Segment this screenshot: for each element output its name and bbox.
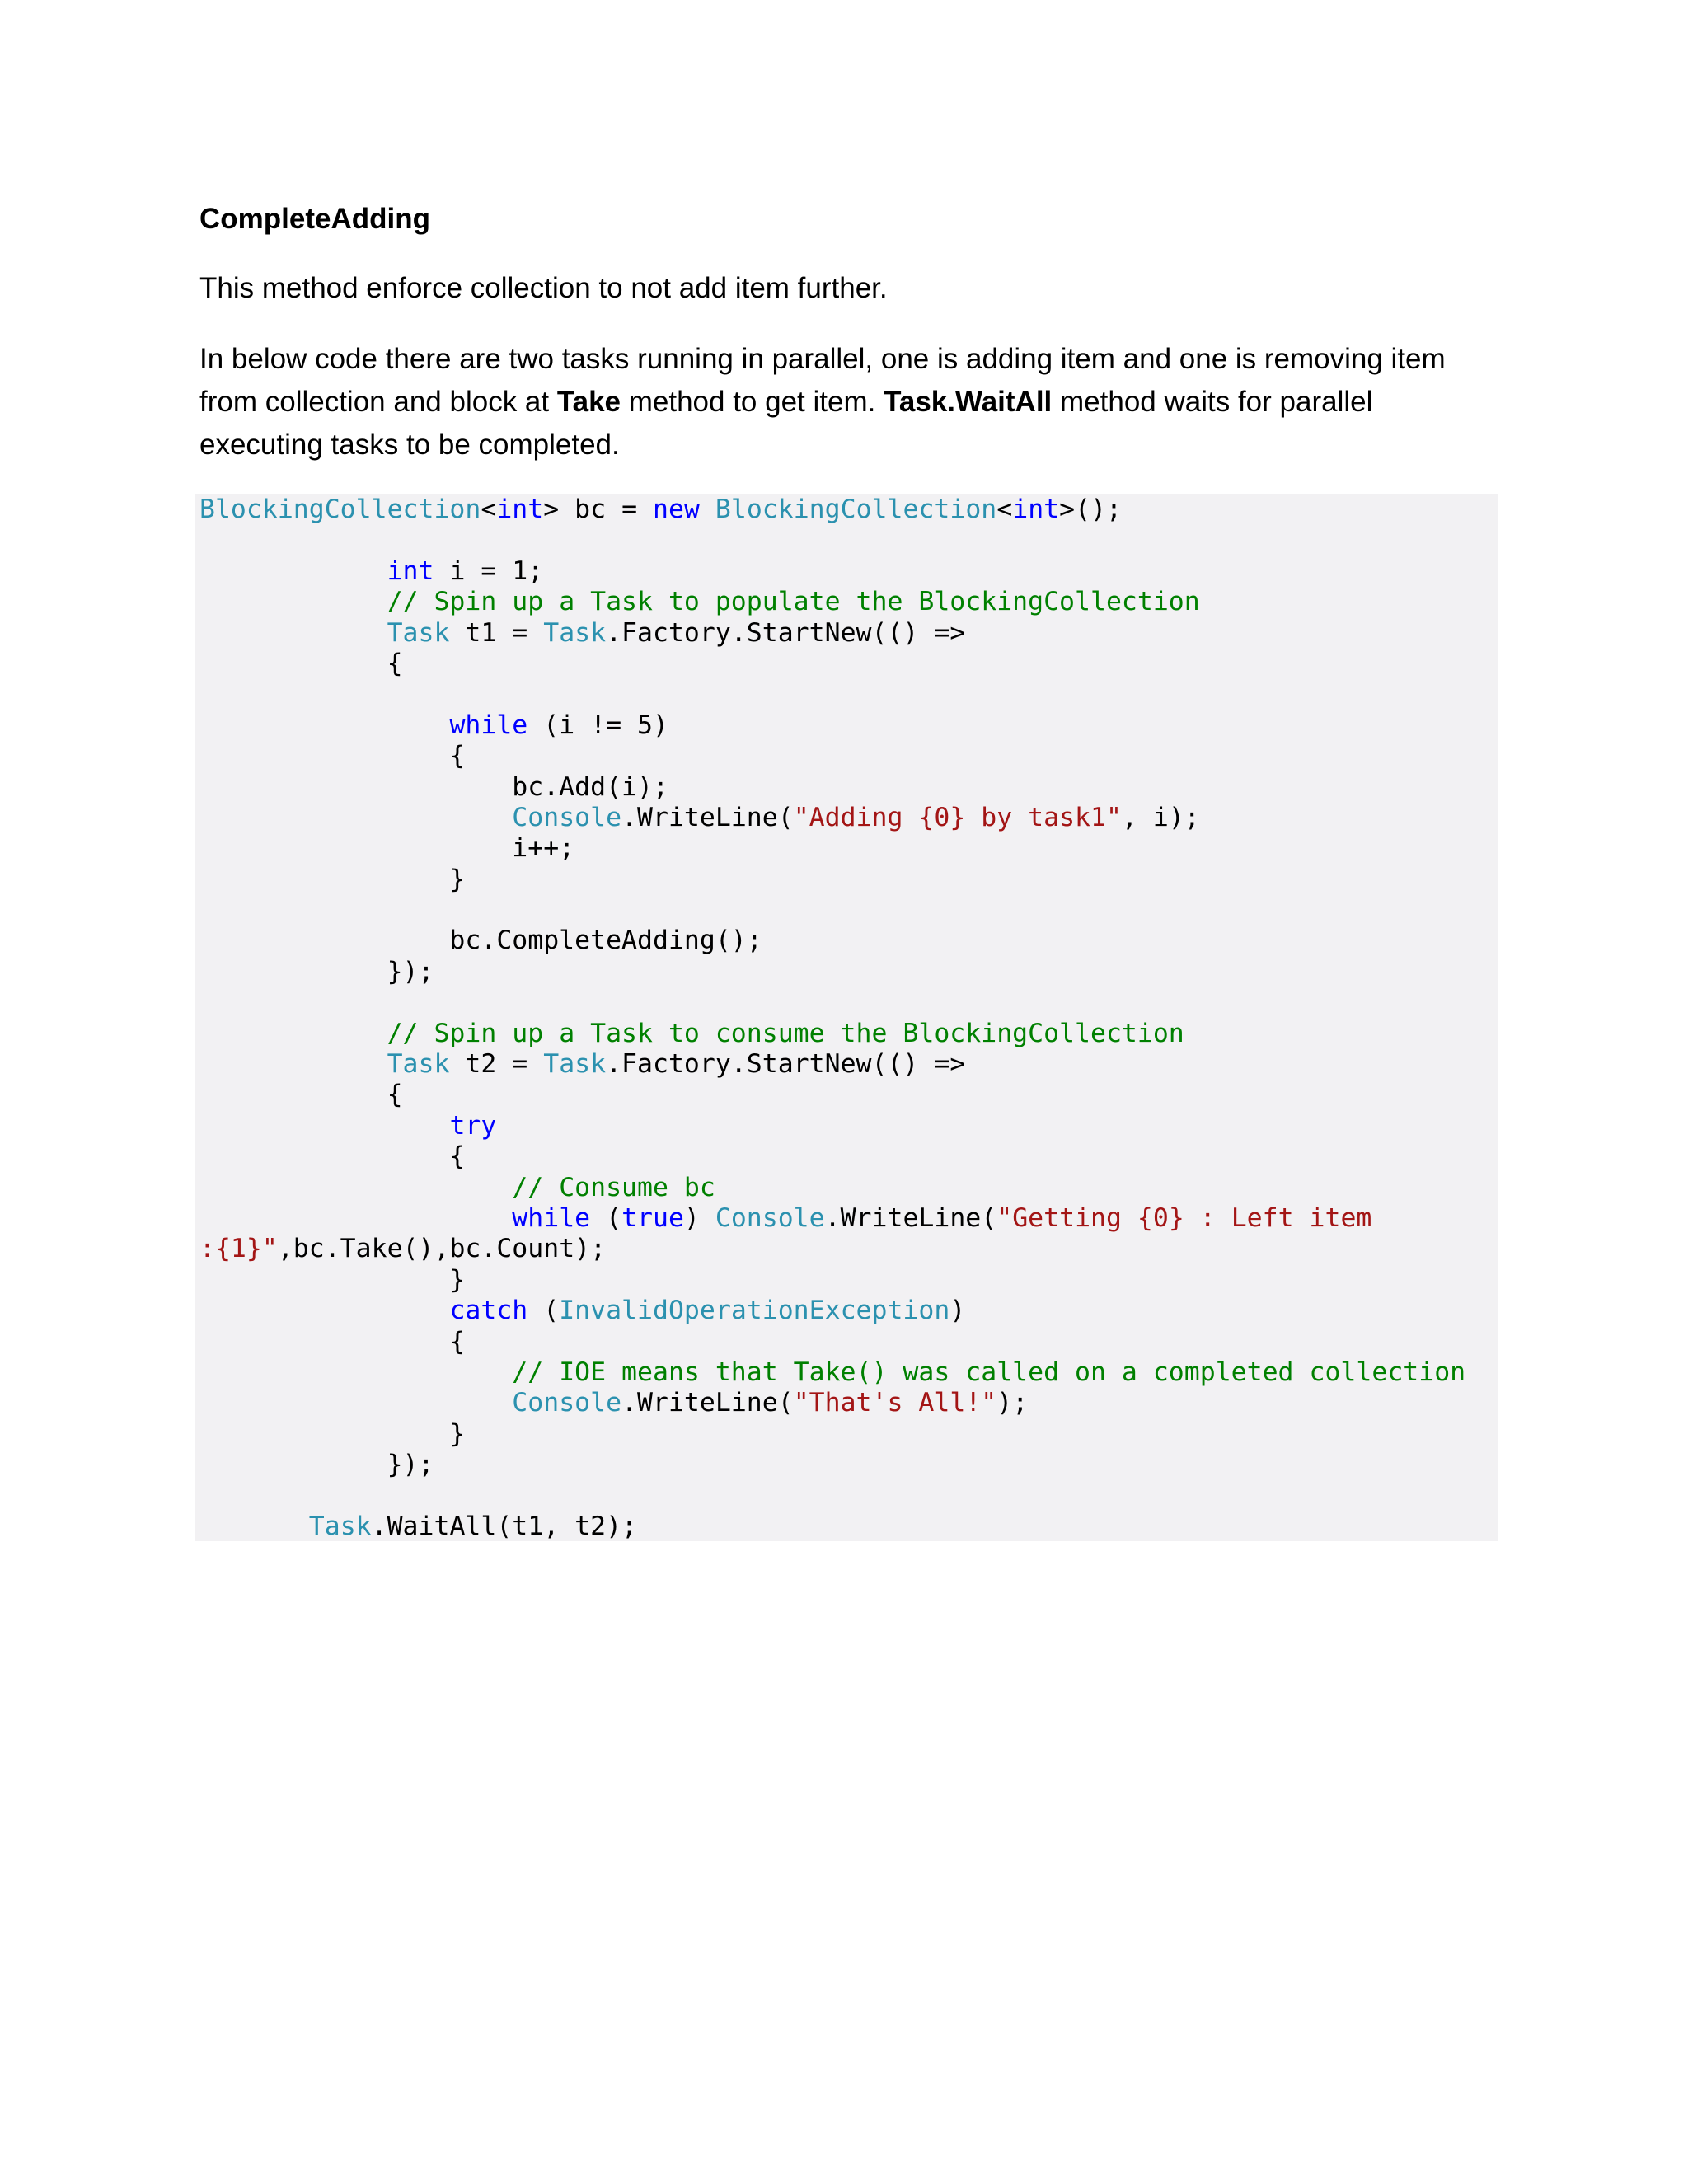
code-line bbox=[199, 1419, 1465, 1450]
code-line bbox=[199, 895, 1465, 926]
code-token: .WriteLine( bbox=[621, 802, 794, 832]
code-line bbox=[199, 710, 1465, 741]
code-line bbox=[199, 1080, 1465, 1110]
code-token: while bbox=[512, 1202, 591, 1233]
code-line bbox=[199, 1296, 1465, 1326]
code-line bbox=[199, 649, 1465, 679]
code-token: > bc = bbox=[543, 494, 654, 524]
code-line bbox=[199, 1203, 1465, 1234]
code-token: t2 = bbox=[449, 1049, 544, 1080]
code-token: i = 1; bbox=[434, 555, 544, 586]
code-token: ,bc.Take(),bc.Count); bbox=[277, 1234, 607, 1264]
code-token: "That's All!" bbox=[793, 1388, 997, 1418]
code-token: BlockingCollection bbox=[199, 494, 481, 524]
code-line bbox=[199, 1450, 1465, 1480]
code-token: :{1}" bbox=[199, 1234, 278, 1264]
code-line bbox=[199, 1511, 1465, 1542]
code-line bbox=[199, 1049, 1465, 1080]
code-token: .WriteLine( bbox=[621, 1388, 794, 1418]
code-token: >(); bbox=[1059, 494, 1122, 524]
code-token: } bbox=[199, 1418, 466, 1449]
code-line bbox=[199, 987, 1465, 1018]
code-token bbox=[199, 1357, 512, 1387]
code-token: BlockingCollection bbox=[715, 494, 997, 524]
code-token: true bbox=[621, 1202, 684, 1233]
code-token bbox=[199, 1296, 449, 1325]
code-token: bc.Add(i); bbox=[199, 771, 668, 802]
code-token: Task bbox=[308, 1511, 372, 1541]
code-token: , i); bbox=[1121, 802, 1200, 832]
code-token bbox=[199, 556, 387, 586]
paragraph-text: method to get item. bbox=[621, 386, 884, 418]
code-token: // Spin up a Task to populate the BlockingCollection bbox=[387, 587, 1200, 617]
code-line bbox=[199, 772, 1465, 803]
code-token: { bbox=[199, 648, 403, 678]
code-token bbox=[700, 494, 715, 524]
code-token bbox=[199, 1388, 512, 1418]
code-line bbox=[199, 865, 1465, 895]
code-line bbox=[199, 1357, 1465, 1388]
code-token: // IOE means that Take() was called on a completed collection bbox=[512, 1357, 1466, 1387]
bold-term: Task.WaitAll bbox=[884, 386, 1053, 418]
code-token: Task bbox=[543, 617, 607, 648]
code-line bbox=[199, 926, 1465, 956]
code-line bbox=[199, 525, 1465, 555]
code-token: < bbox=[481, 494, 497, 524]
code-line bbox=[199, 741, 1465, 771]
code-line bbox=[199, 1141, 1465, 1172]
code-block bbox=[199, 494, 1465, 1542]
code-line bbox=[199, 1481, 1465, 1511]
code-token bbox=[199, 803, 512, 832]
code-token: ( bbox=[590, 1202, 622, 1233]
code-token: < bbox=[996, 494, 1013, 524]
code-token bbox=[199, 1019, 387, 1048]
code-token: t1 = bbox=[449, 617, 544, 648]
code-line bbox=[199, 1111, 1465, 1141]
code-token: .WaitAll(t1, t2); bbox=[371, 1511, 638, 1541]
code-token: bc.CompleteAdding(); bbox=[199, 926, 762, 956]
code-token: new bbox=[653, 494, 700, 524]
code-token: int bbox=[387, 555, 434, 586]
code-token: Task bbox=[387, 617, 450, 648]
code-token: } bbox=[199, 1264, 466, 1295]
code-token: .WriteLine( bbox=[824, 1202, 997, 1233]
code-line bbox=[199, 1265, 1465, 1296]
code-token bbox=[199, 618, 387, 648]
code-token bbox=[199, 1511, 309, 1541]
code-token: Console bbox=[715, 1202, 825, 1233]
code-token: .Factory.StartNew(() => bbox=[606, 617, 966, 648]
code-token: int bbox=[496, 494, 544, 524]
code-token bbox=[199, 1111, 449, 1141]
code-token: { bbox=[199, 1080, 403, 1110]
code-token bbox=[199, 1173, 512, 1202]
code-token bbox=[199, 1049, 387, 1079]
code-line bbox=[199, 833, 1465, 864]
code-token: { bbox=[199, 1141, 466, 1172]
code-line bbox=[199, 1234, 1465, 1264]
code-line bbox=[199, 957, 1465, 987]
code-token: { bbox=[199, 741, 466, 771]
code-line bbox=[199, 494, 1465, 525]
paragraph-text: In below code there are two tasks running in parallel, one is adding item and one is removing item from collection and block at bbox=[199, 343, 1446, 418]
code-token: while bbox=[449, 710, 528, 740]
code-token: } bbox=[199, 864, 466, 894]
code-token: catch bbox=[449, 1296, 528, 1326]
code-token: "Adding {0} by task1" bbox=[793, 802, 1122, 832]
code-token: Console bbox=[512, 1388, 622, 1418]
code-token: Task bbox=[387, 1049, 450, 1080]
code-token: { bbox=[199, 1326, 466, 1357]
section-heading: CompleteAdding bbox=[199, 203, 430, 235]
code-line bbox=[199, 556, 1465, 587]
code-token: try bbox=[449, 1110, 497, 1141]
code-token: ) bbox=[950, 1296, 966, 1326]
code-token: ( bbox=[528, 1296, 560, 1326]
code-token: }); bbox=[199, 956, 434, 987]
code-token: }); bbox=[199, 1450, 434, 1480]
code-token: i++; bbox=[199, 833, 575, 864]
code-line bbox=[199, 1327, 1465, 1357]
code-token: InvalidOperationException bbox=[559, 1296, 950, 1326]
code-token: "Getting {0} : Left item bbox=[996, 1202, 1372, 1233]
code-line bbox=[199, 1173, 1465, 1203]
code-line bbox=[199, 679, 1465, 710]
code-line bbox=[199, 587, 1465, 617]
code-line bbox=[199, 618, 1465, 649]
code-token: .Factory.StartNew(() => bbox=[606, 1049, 966, 1080]
code-line bbox=[199, 1388, 1465, 1418]
description-paragraph bbox=[199, 338, 1502, 466]
code-token: ); bbox=[996, 1388, 1029, 1418]
intro-paragraph: This method enforce collection to not add item further. bbox=[199, 272, 888, 304]
code-line bbox=[199, 803, 1465, 833]
code-token: Console bbox=[512, 802, 622, 832]
code-token: Task bbox=[543, 1049, 607, 1080]
paragraph-text: method waits for parallel executing tasks to be completed. bbox=[199, 386, 1373, 461]
code-token: ) bbox=[683, 1202, 715, 1233]
code-token bbox=[199, 587, 387, 616]
code-token: int bbox=[1012, 494, 1060, 524]
code-token bbox=[199, 710, 449, 740]
code-token bbox=[199, 1203, 512, 1233]
code-token: // Consume bc bbox=[512, 1172, 715, 1202]
code-line bbox=[199, 1019, 1465, 1049]
code-token: (i != 5) bbox=[528, 710, 668, 740]
bold-term: Take bbox=[556, 386, 621, 418]
code-token: // Spin up a Task to consume the BlockingCollection bbox=[387, 1018, 1184, 1048]
